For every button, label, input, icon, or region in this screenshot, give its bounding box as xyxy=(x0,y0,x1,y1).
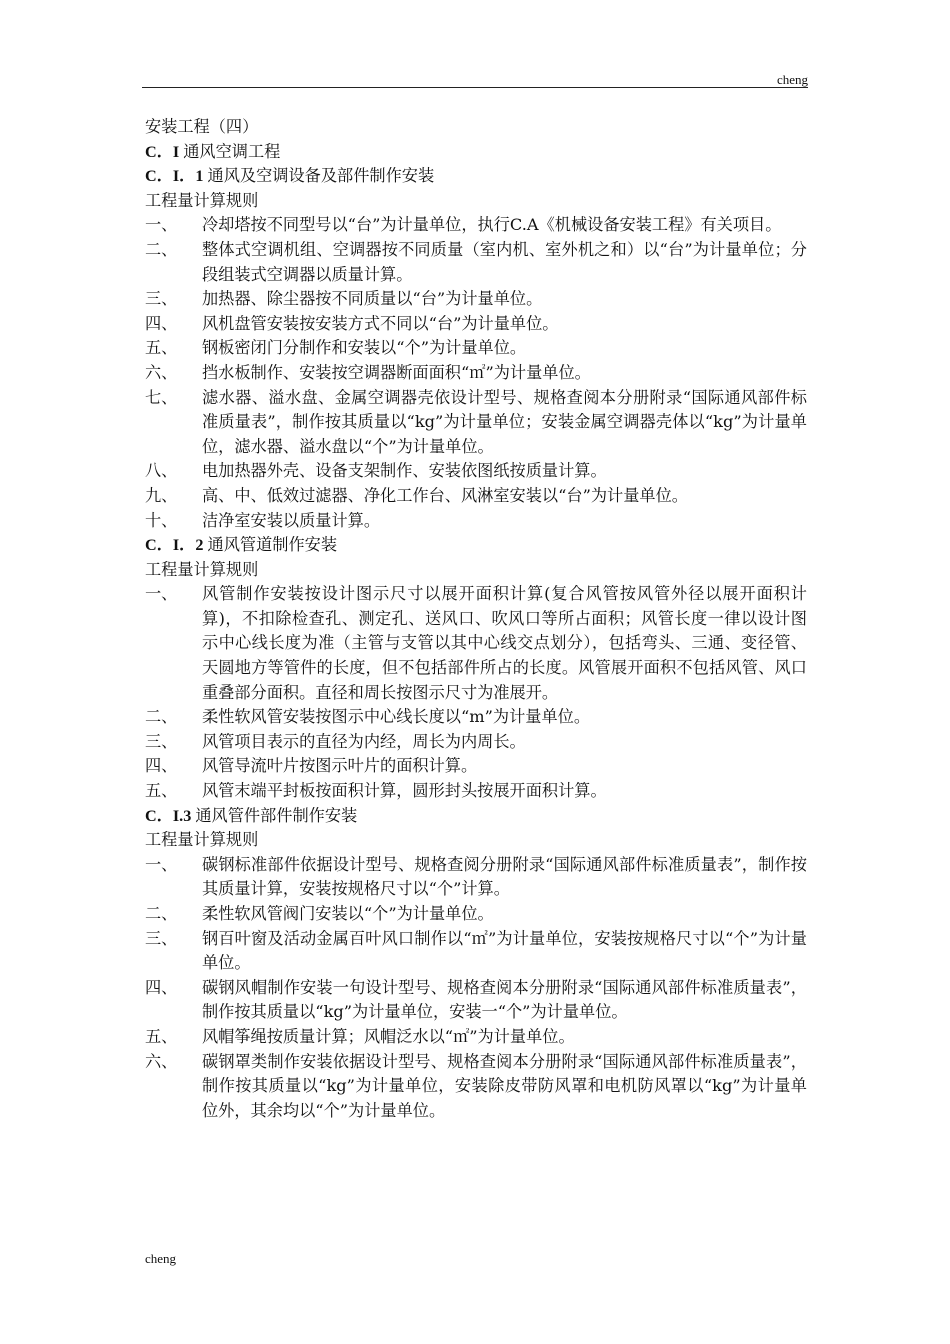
rule-text: 滤水器、溢水盘、金属空调器壳依设计型号、规格查阅本分册附录“国际通风部件标准质量表”，制作按其质量以“kg”为计量单位；安装金属空调器壳体以“kg”为计量单位，滤水器、溢水盘以“个”为计量单位。 xyxy=(202,387,807,456)
rule-text: 碳钢标准部件依据设计型号、规格查阅分册附录“国际通风部件标准质量表”，制作按其质量计算，安装按规格尺寸以“个”计算。 xyxy=(202,854,807,899)
rule-number: 九、 xyxy=(145,485,178,505)
rule-item xyxy=(145,459,807,484)
rule-item xyxy=(145,902,807,927)
rule-item xyxy=(145,213,807,238)
rule-number: 一、 xyxy=(145,854,178,874)
rule-number: 五、 xyxy=(145,781,178,801)
rule-text: 整体式空调机组、空调器按不同质量（室内机、室外机之和）以“台”为计量单位；分段组装式空调器以质量计算。 xyxy=(202,239,807,284)
rule-item xyxy=(145,312,807,337)
rule-item xyxy=(145,779,807,804)
section-title: 通风及空调设备及部件制作安装 xyxy=(207,167,435,186)
rule-text: 加热器、除尘器按不同质量以“台”为计量单位。 xyxy=(202,289,543,309)
rule-text: 挡水板制作、安装按空调器断面面积“㎡”为计量单位。 xyxy=(202,362,591,382)
rule-number: 一、 xyxy=(145,215,178,235)
rule-item xyxy=(145,238,807,287)
rule-number: 三、 xyxy=(145,289,178,309)
section-title: 通风管件部件制作安装 xyxy=(195,806,358,825)
rule-number: 四、 xyxy=(145,977,178,997)
rule-item xyxy=(145,361,807,386)
rule-number: 一、 xyxy=(145,584,178,604)
rule-number: 五、 xyxy=(145,1026,178,1046)
rule-text: 柔性软风管安装按图示中心线长度以“m”为计量单位。 xyxy=(202,707,591,727)
section-heading xyxy=(145,164,807,189)
rule-number: 二、 xyxy=(145,239,178,259)
rule-number: 七、 xyxy=(145,387,178,407)
rule-number: 二、 xyxy=(145,904,178,923)
section-code: C．I．1 xyxy=(145,167,204,186)
rule-number: 五、 xyxy=(145,338,178,358)
section-title: 通风管道制作安装 xyxy=(207,536,338,555)
rule-number: 六、 xyxy=(145,362,178,382)
rule-number: 三、 xyxy=(145,731,178,751)
section-heading xyxy=(145,533,807,558)
rule-number: 四、 xyxy=(145,313,178,333)
rule-item xyxy=(145,1050,807,1124)
rule-text: 风管制作安装按设计图示尺寸以展开面积计算(复合风管按风管外径以展开面积计算)，不扣除检查孔、测定孔、送风口、吹风口等所占面积；风管长度一律以设计图示中心线长度为准（主管与支管以其中心线交点划分），包括弯头、三通、变径管、天圆地方等管件的长度，但不包括部件所占的长度。风管展开面积不包括风管、风口重叠部分面积。直径和周长按图示尺寸为准展开。 xyxy=(202,584,807,702)
header-divider xyxy=(142,87,808,88)
rules-title: 工程量计算规则 xyxy=(145,190,259,210)
rule-text: 电加热器外壳、设备支架制作、安装依图纸按质量计算。 xyxy=(202,461,607,481)
rule-item xyxy=(145,754,807,779)
section-code: C．I.3 xyxy=(145,806,192,825)
rule-text: 风帽筝绳按质量计算；风帽泛水以“㎡”为计量单位。 xyxy=(202,1026,575,1046)
rule-number: 二、 xyxy=(145,707,178,727)
rule-text: 冷却塔按不同型号以“台”为计量单位，执行C.A《机械设备安装工程》有关项目。 xyxy=(202,215,782,235)
rule-item xyxy=(145,1025,807,1050)
document-title: 安装工程（四） xyxy=(145,117,259,136)
rule-item xyxy=(145,386,807,460)
rule-number: 四、 xyxy=(145,756,178,776)
rule-text: 风机盘管安装按安装方式不同以“台”为计量单位。 xyxy=(202,313,559,333)
rule-item xyxy=(145,336,807,361)
section-heading xyxy=(145,804,807,829)
rule-number: 十、 xyxy=(145,510,178,530)
rule-text: 钢板密闭门分制作和安装以“个”为计量单位。 xyxy=(202,338,527,358)
rule-item xyxy=(145,976,807,1025)
page-footer-text: cheng xyxy=(145,1251,177,1266)
rule-text: 钢百叶窗及活动金属百叶风口制作以“㎡”为计量单位，安装按规格尺寸以“个”为计量单位。 xyxy=(202,928,807,973)
rule-text: 碳钢风帽制作安装一句设计型号、规格查阅本分册附录“国际通风部件标准质量表”，制作按其质量以“kg”为计量单位，安装一“个”为计量单位。 xyxy=(202,977,807,1022)
rule-item xyxy=(145,705,807,730)
rule-number: 六、 xyxy=(145,1051,178,1071)
chapter-title: 通风空调工程 xyxy=(183,142,281,161)
rule-text: 高、中、低效过滤器、净化工作台、风淋室安装以“台”为计量单位。 xyxy=(202,485,688,505)
rule-text: 风管项目表示的直径为内经，周长为内周长。 xyxy=(202,731,526,751)
rule-text: 风管末端平封板按面积计算，圆形封头按展开面积计算。 xyxy=(202,781,607,801)
rule-number: 三、 xyxy=(145,928,178,948)
document-body xyxy=(145,115,807,1123)
rule-item xyxy=(145,853,807,902)
section-code: C．I．2 xyxy=(145,536,204,555)
chapter-code: C．I xyxy=(145,142,180,161)
rule-item xyxy=(145,730,807,755)
sections-container xyxy=(145,164,807,1123)
rule-number: 八、 xyxy=(145,461,178,481)
rule-text: 碳钢罩类制作安装依据设计型号、规格查阅本分册附录“国际通风部件标准质量表”，制作按其质量以“kg”为计量单位，安装除皮带防风罩和电机防风罩以“kg”为计量单位外，其余均以“个”为计量单位。 xyxy=(202,1051,807,1120)
rules-title: 工程量计算规则 xyxy=(145,830,259,850)
rules-title: 工程量计算规则 xyxy=(145,559,259,579)
page-header-text: cheng xyxy=(776,72,808,87)
rule-item xyxy=(145,927,807,976)
rule-text: 柔性软风管阀门安装以“个”为计量单位。 xyxy=(202,904,494,923)
chapter-heading xyxy=(145,140,807,165)
rule-item xyxy=(145,287,807,312)
rule-item xyxy=(145,582,807,705)
rule-item xyxy=(145,484,807,509)
rule-text: 风管导流叶片按图示叶片的面积计算。 xyxy=(202,756,478,776)
rule-item xyxy=(145,509,807,534)
rule-text: 洁净室安装以质量计算。 xyxy=(202,510,381,530)
